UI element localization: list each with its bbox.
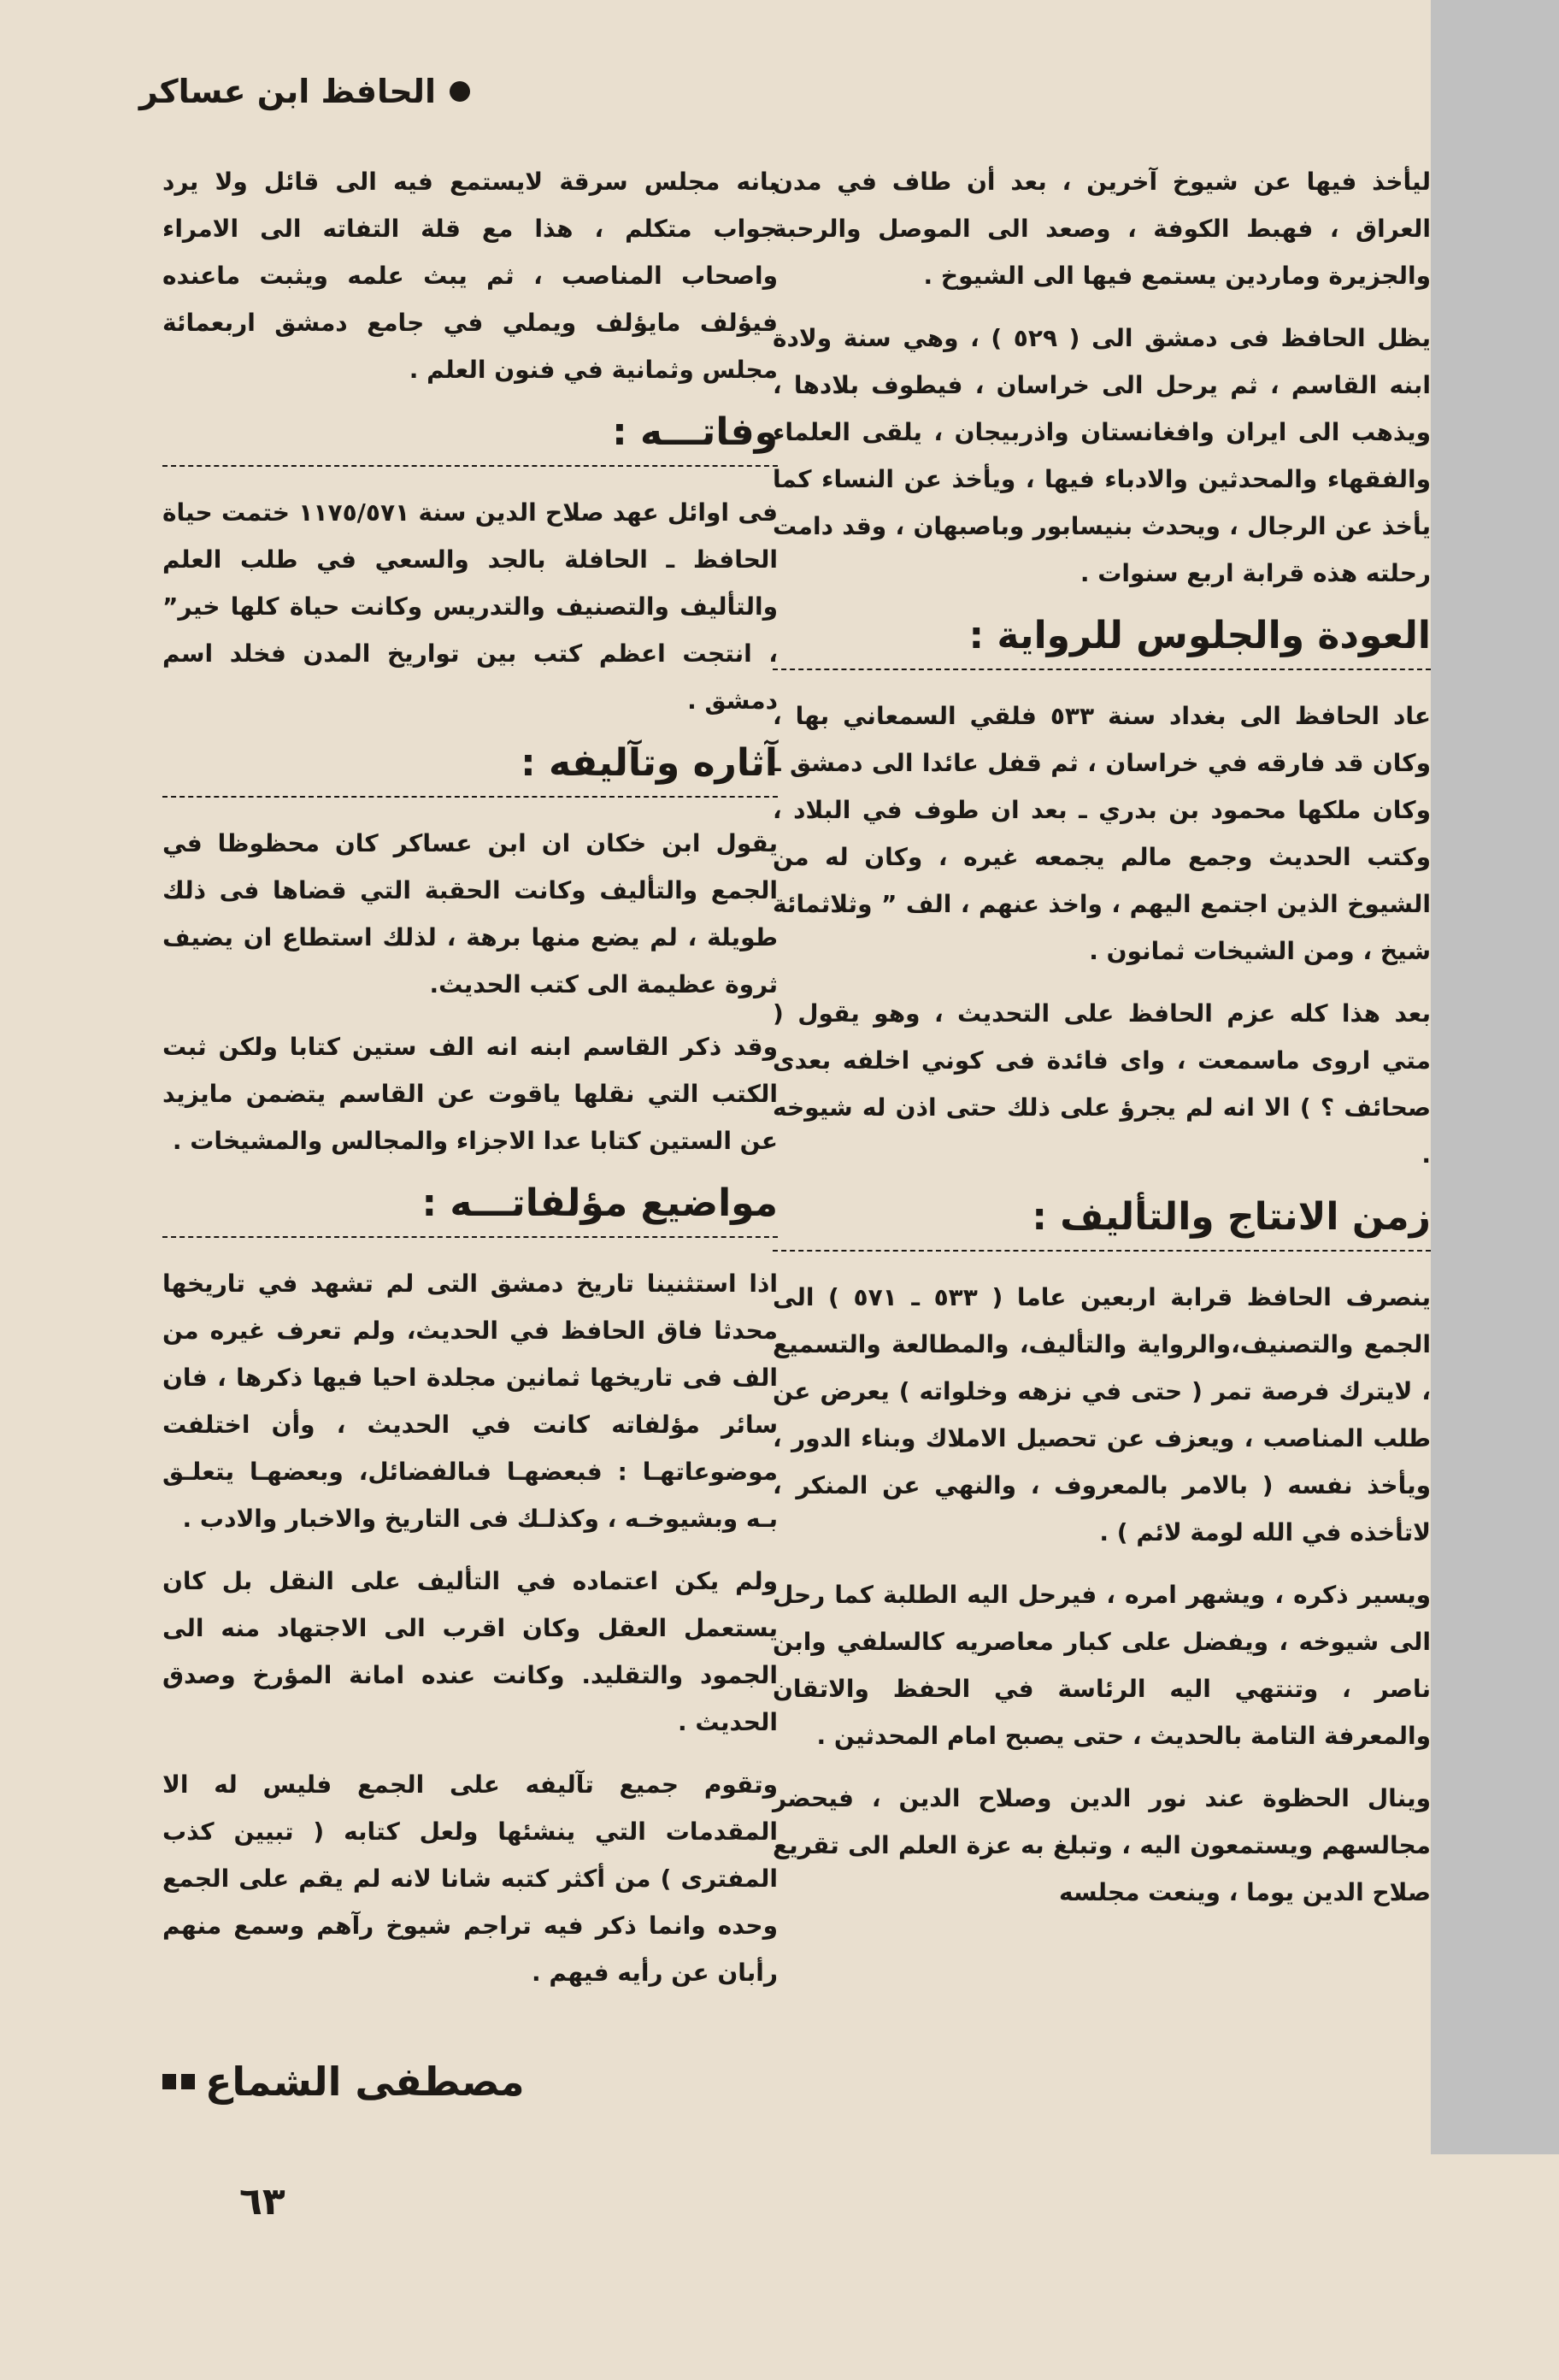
page-number: ٦٣ — [239, 2180, 285, 2224]
left-paragraph: اذا استثنينا تاريخ دمشق التى لم تشهد في تاريخها محدثا فاق الحافظ في الحديث، ولم تعرف غيره من الف فى تاريخها ثمانين مجلدة احيا فيها ذكرها ، فان سائر مؤلفاته كانت في الحديث ، وأن اختلفت موضوعاتهـا : فبعضهـا فىالفضائل، وبعضهـا يتعلـق بـه وبشيوخـه ، وكذلـك فى التاريخ والاخبار والادب . — [162, 1270, 778, 1533]
left-paragraph: بانه مجلس سرقة لايستمع فيه الى قائل ولا يرد جواب متكلم ، هذا مع قلة التفاته الى الامراء واصحاب المناصب ، ثم يبث علمه ويثبت ماعنده فيؤلف مايؤلف ويملي في جامع دمشق اربعمائة مجلس وثمانية في فنون العلم . — [162, 168, 778, 384]
section-heading-return: العودة والجلوس للرواية : — [773, 612, 1431, 670]
section-heading-works: آثاره وتآليفه : — [162, 739, 778, 798]
right-paragraph: ينصرف الحافظ قرابة اربعين عاما ( ٥٣٣ ـ ٥٧١ ) الى الجمع والتصنيف،والرواية والتأليف، والمطالعة والتسميع ، لايترك فرصة تمر ( حتى في نزهه وخلواته ) يعرض عن طلب المناصب ، ويعزف عن تحصيل الاملاك وبناء الدور ، ويأخذ نفسه ( بالامر بالمعروف ، والنهي عن المنكر ، لاتأخذه في الله لومة لائم ) . — [773, 1283, 1431, 1546]
right-column — [773, 158, 1431, 1931]
right-paragraph: بعد هذا كله عزم الحافظ على التحديث ، وهو يقول ( متي اروى ماسمعت ، واى فائدة فى كوني اخلفه بعدى صحائف ؟ ) الا انه لم يجرؤ على ذلك حتى اذن له شيوخه . — [773, 999, 1431, 1169]
end-mark-block — [181, 2074, 195, 2089]
page-edge-strip — [1431, 0, 1559, 2154]
header-title: الحافظ ابن عساكر — [138, 73, 436, 110]
end-mark-icon — [162, 2074, 195, 2089]
right-paragraph: ويسير ذكره ، ويشهر امره ، فيرحل اليه الطلبة كما رحل الى شيوخه ، ويفضل على كبار معاصريه كالسلفي وابن ناصر ، وتنتهي اليه الرئاسة في الحفظ والاتقان والمعرفة التامة بالحديث ، حتى يصبح امام المحدثين . — [773, 1581, 1431, 1750]
left-paragraph: فى اوائل عهد صلاح الدين سنة ١١٧٥/٥٧١ ختمت حياة الحافظ ـ الحافلة بالجد والسعي في طلب العلم والتأليف والتصنيف والتدريس وكانت حياة كلها خير” ، انتجت اعظم كتب بين تواريخ المدن فخلد اسم دمشق . — [162, 498, 778, 715]
left-paragraph: ولم يكن اعتماده في التأليف على النقل بل كان يستعمل العقل وكان اقرب الى الاجتهاد منه الى الجمود والتقليد. وكانت عنده امانة المؤرخ وصدق الحديث . — [162, 1567, 778, 1736]
author-name: مصطفى الشماع — [205, 2059, 525, 2105]
right-paragraph: يظل الحافظ فى دمشق الى ( ٥٢٩ ) ، وهي سنة ولادة ابنه القاسم ، ثم يرحل الى خراسان ، فيطوف بلادها ، ويذهب الى ايران وافغانستان واذربيجان ، يلقى العلماء والفقهاء والمحدثين والادباء فيها ، ويأخذ عن النساء كما يأخذ عن الرجال ، ويحدث بنيسابور وباصبهان ، وقد دامت رحلته هذه قرابة اربع سنوات . — [773, 324, 1431, 587]
header-bullet-icon — [450, 81, 470, 102]
left-column — [162, 158, 778, 2012]
author-signature — [162, 2056, 778, 2107]
section-heading-topics: مواضيع مؤلفاتـــه : — [162, 1180, 778, 1238]
left-paragraph: يقول ابن خكان ان ابن عساكر كان محظوظا في الجمع والتأليف وكانت الحقبة التي قضاها فى ذلك طويلة ، لم يضع منها برهة ، لذلك استطاع ان يضيف ثروة عظيمة الى كتب الحديث. — [162, 829, 778, 999]
right-paragraph: وينال الحظوة عند نور الدين وصلاح الدين ، فيحضر مجالسهم ويستمعون اليه ، وتبلغ به عزة العلم الى تقريع صلاح الدين يوما ، وينعت مجلسه — [773, 1784, 1431, 1906]
right-paragraph: عاد الحافظ الى بغداد سنة ٥٣٣ فلقي السمعاني بها ، وكان قد فارقه في خراسان ، ثم قفل عائدا الى دمشق ـ وكان ملكها محمود بن بدري ـ بعد ان طوف في البلاد ، وكتب الحديث وجمع مالم يجمعه غيره ، وكان له من الشيوخ الذين اجتمع اليهم ، واخذ عنهم ، الف ” وثلاثمائة شيخ ، ومن الشيخات ثمانون . — [773, 702, 1431, 965]
page-header — [138, 62, 470, 121]
left-paragraph: وتقوم جميع تآليفه على الجمع فليس له الا المقدمات التي ينشئها ولعل كتابه ( تبيين كذب المفترى ) من أكثر كتبه شانا لانه لم يقم على الجمع وحده وانما ذكر فيه تراجم شيوخ رآهم وسمع منهم رأبان عن رأيه فيهم . — [162, 1770, 778, 1987]
left-paragraph: وقد ذكر القاسم ابنه انه الف ستين كتابا ولكن ثبت الكتب التي نقلها ياقوت عن القاسم يتضمن مايزيد عن الستين كتابا عدا الاجزاء والمجالس والمشيخات . — [162, 1033, 778, 1155]
section-heading-death: وفاتـــه : — [162, 409, 778, 467]
end-mark-block — [162, 2074, 176, 2089]
section-heading-production: زمن الانتاج والتأليف : — [773, 1193, 1431, 1252]
right-paragraph: ليأخذ فيها عن شيوخ آخرين ، بعد أن طاف في مدن العراق ، فهبط الكوفة ، وصعد الى الموصل والرحبة والجزيرة وماردين يستمع فيها الى الشيوخ . — [773, 168, 1431, 290]
